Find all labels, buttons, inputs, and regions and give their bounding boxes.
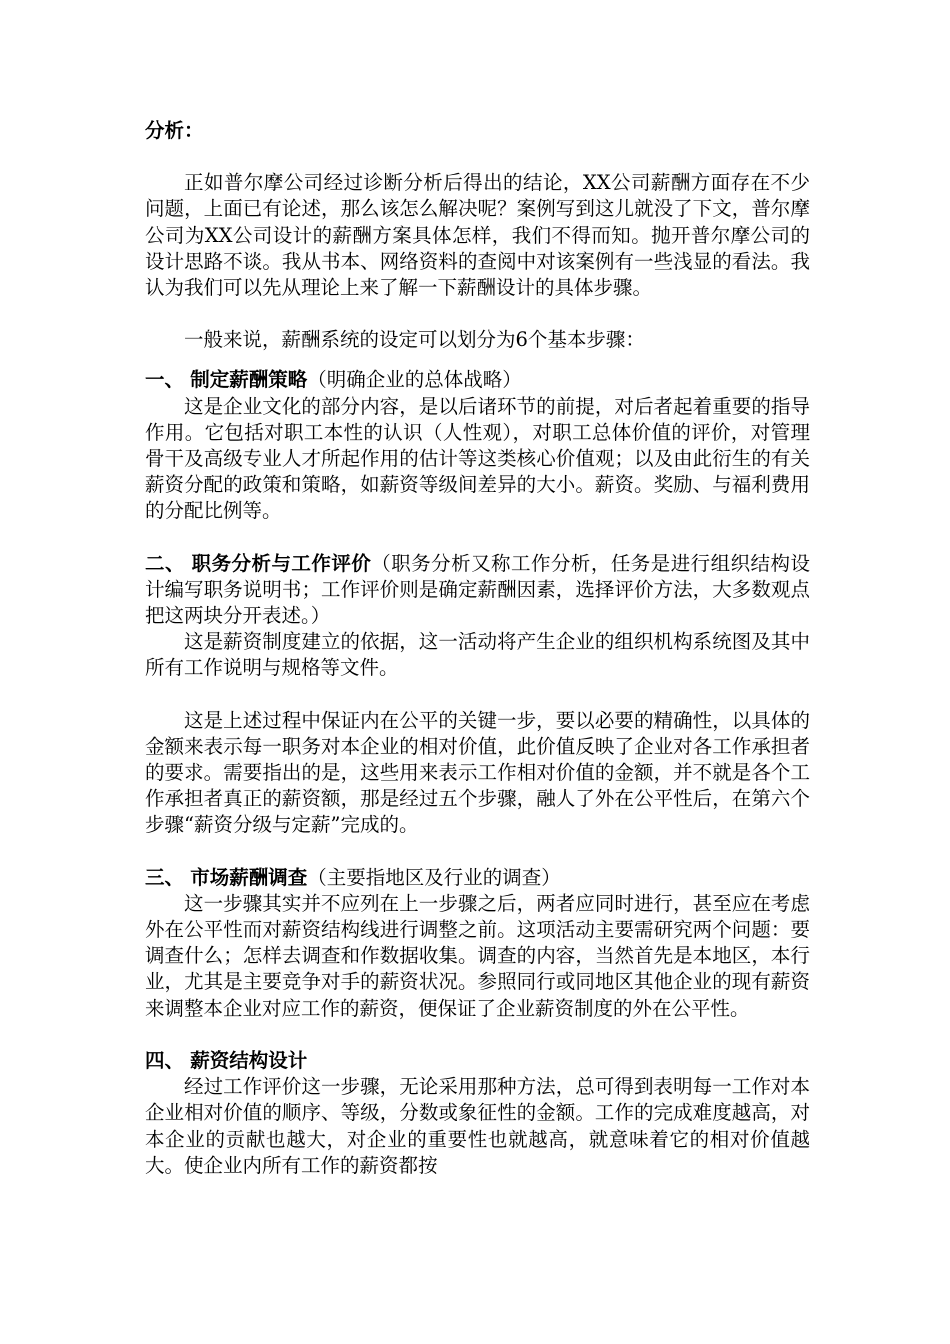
section-2-name: 职务分析与工作评价	[191, 551, 372, 575]
section-2-paragraph-1: 这是薪资制度建立的依据，这一活动将产生企业的组织机构系统图及其中所有工作说明与规格等文件。	[145, 630, 810, 680]
section-3-name: 市场薪酬调查	[190, 865, 308, 889]
section-4-title	[145, 1048, 810, 1074]
analysis-heading: 分析：	[145, 119, 204, 142]
section-2-number: 二、	[145, 551, 185, 575]
section-2-title	[145, 551, 810, 630]
section-1-name: 制定薪酬策略	[190, 368, 308, 392]
section-3-paragraph: 这一步骤其实并不应列在上一步骤之后，两者应同时进行，甚至应在考虑外在公平性而对薪资结构线进行调整之前。这项活动主要需研究两个问题：要调查什么；怎样去调查和作数据收集。调查的内容，当然首先是本地区，本行业，尤其是主要竞争对手的薪资状况。参照同行或同地区其他企业的现有薪资来调整本企业对应工作的薪资，便保证了企业薪资制度的外在公平性。	[145, 891, 810, 1020]
section-1-note: （明确企业的总体战略）	[307, 368, 522, 392]
section-3-note: （主要指地区及行业的调查）	[307, 865, 561, 889]
document-page	[145, 118, 810, 1179]
section-4-number: 四、	[145, 1048, 185, 1072]
section-4-name: 薪资结构设计	[190, 1048, 308, 1072]
section-1-title	[145, 367, 810, 393]
section-4-paragraph: 经过工作评价这一步骤，无论采用那种方法，总可得到表明每一工作对本企业相对价值的顺序、等级，分数或象征性的金额。工作的完成难度越高，对本企业的贡献也越大，对企业的重要性也就越高，就意味着它的相对价值越大。使企业内所有工作的薪资都按	[145, 1075, 810, 1177]
section-1-number: 一、	[145, 368, 185, 392]
section-3-title	[145, 865, 810, 891]
steps-intro-paragraph: 一般来说，薪酬系统的设定可以划分为6个基本步骤：	[184, 328, 645, 352]
section-2-note: （职务分析又称工作分析，任务是进行组织结构设计编写职务说明书；工作评价则是确定薪酬因素，选择评价方法，大多数观点把这两块分开表述。）	[145, 551, 810, 628]
section-2-paragraph-2: 这是上述过程中保证内在公平的关键一步，要以必要的精确性，以具体的金额来表示每一职务对本企业的相对价值，此价值反映了企业对各工作承担者的要求。需要指出的是，这些用来表示工作相对价值的金额，并不就是各个工作承担者真正的薪资额，那是经过五个步骤，融人了外在公平性后，在第六个步骤“薪资分级与定薪”完成的。	[145, 708, 810, 837]
section-3-number: 三、	[145, 865, 185, 889]
intro-paragraph: 正如普尔摩公司经过诊断分析后得出的结论，XX公司薪酬方面存在不少问题，上面已有论述，那么该怎么解决呢？案例写到这儿就没了下文，普尔摩公司为XX公司设计的薪酬方案具体怎样，我们不得而知。抛开普尔摩公司的设计思路不谈。我从书本、网络资料的查阅中对该案例有一些浅显的看法。我认为我们可以先从理论上来了解一下薪酬设计的具体步骤。	[145, 171, 810, 300]
section-1-paragraph: 这是企业文化的部分内容，是以后诸环节的前提，对后者起着重要的指导作用。它包括对职工本性的认识（人性观），对职工总体价值的评价，对管理骨干及高级专业人才所起作用的估计等这类核心价值观；以及由此衍生的有关薪资分配的政策和策略，如薪资等级间差异的大小。薪资。奖励、与福利费用的分配比例等。	[145, 394, 810, 523]
